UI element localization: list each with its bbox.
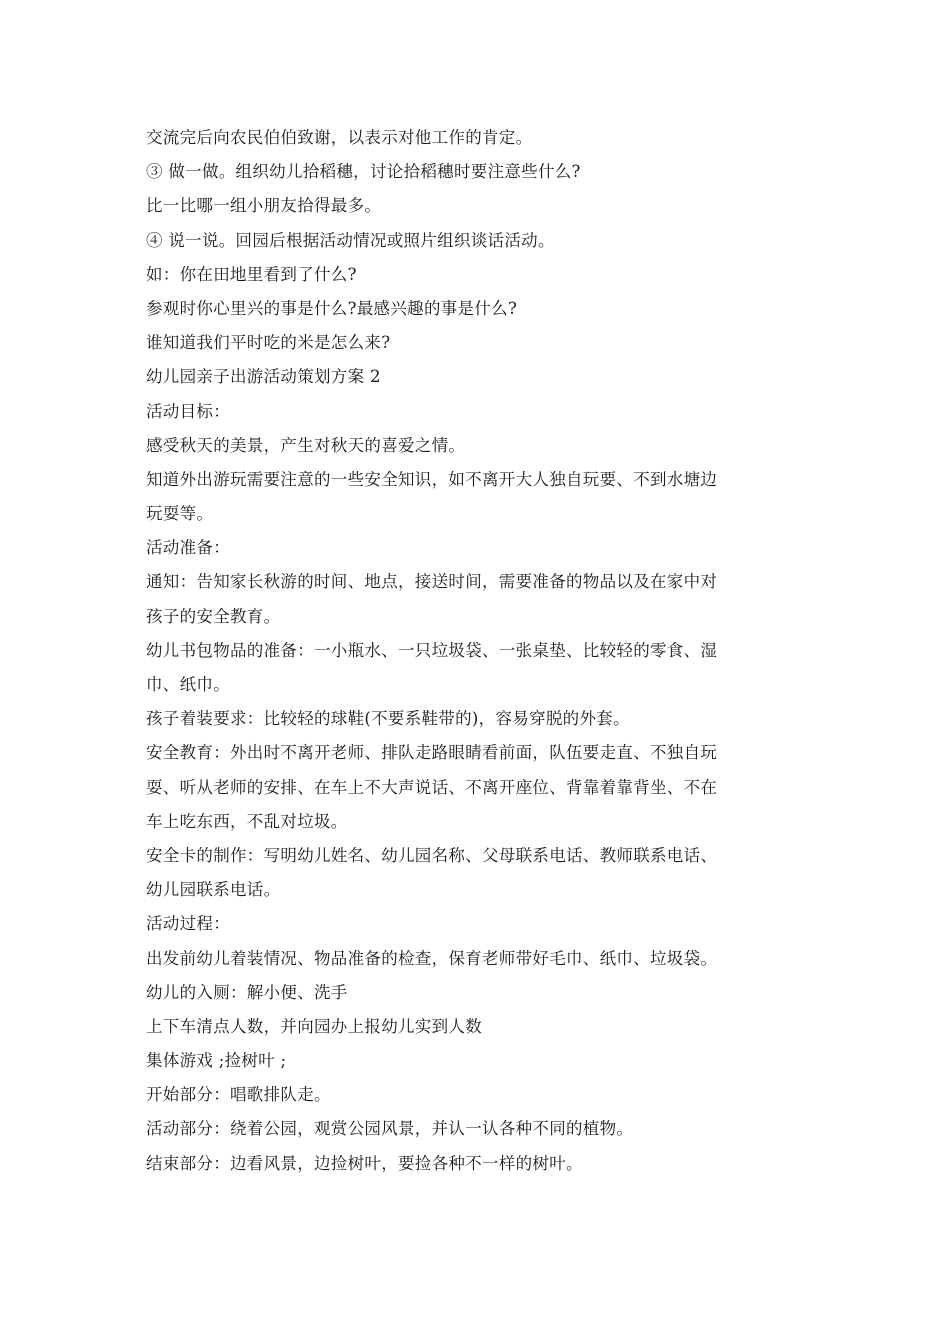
text-line: 活动部分：绕着公园，观赏公园风景，并认一认各种不同的植物。 (146, 1119, 634, 1139)
text-line: ③ 做一做。组织幼儿拾稻穗，讨论拾稻穗时要注意些什么? (146, 162, 581, 182)
text-line: 如：你在田地里看到了什么? (146, 264, 357, 284)
text-line: ④ 说一说。回园后根据活动情况或照片组织谈话活动。 (146, 230, 555, 250)
text-line: 幼儿的入厕：解小便、洗手 (146, 982, 348, 1002)
text-line: 感受秋天的美景，产生对秋天的喜爱之情。 (146, 435, 466, 455)
text-line: 谁知道我们平时吃的米是怎么来? (146, 333, 391, 353)
text-line: 安全教育：外出时不离开老师、排队走路眼睛看前面，队伍要走直、不独自玩 (146, 743, 718, 763)
text-line: 孩子的安全教育。 (146, 606, 281, 626)
section-title: 幼儿园亲子出游活动策划方案 2 (146, 367, 381, 387)
text-line: 集体游戏 ;捡树叶 ; (146, 1051, 287, 1071)
text-line: 知道外出游玩需要注意的一些安全知识，如不离开大人独自玩要、不到水塘边 (146, 469, 718, 489)
section-heading-goals: 活动目标： (146, 401, 230, 421)
text-line: 交流完后向农民伯伯致谢，以表示对他工作的肯定。 (146, 128, 533, 147)
text-line: 出发前幼儿着装情况、物品准备的检查，保育老师带好毛巾、纸巾、垃圾袋。 (146, 948, 718, 968)
document-page (146, 121, 810, 1181)
text-line: 耍、听从老师的安排、在车上不大声说话、不离开座位、背靠着靠背坐、不在 (146, 777, 718, 797)
section-heading-preparation: 活动准备： (146, 538, 230, 558)
section-heading-process: 活动过程： (146, 914, 230, 934)
text-line: 通知：告知家长秋游的时间、地点，接送时间，需要准备的物品以及在家中对 (146, 572, 718, 592)
text-line: 孩子着装要求：比较轻的球鞋(不要系鞋带的)，容易穿脱的外套。 (146, 709, 630, 729)
text-line: 上下车清点人数，并向园办上报幼儿实到人数 (146, 1016, 482, 1036)
text-line: 比一比哪一组小朋友拾得最多。 (146, 196, 382, 216)
text-line: 幼儿书包物品的准备：一小瓶水、一只垃圾袋、一张桌垫、比较轻的零食、湿 (146, 640, 718, 660)
text-line: 车上吃东西，不乱对垃圾。 (146, 811, 348, 831)
text-line: 巾、纸巾。 (146, 675, 230, 694)
text-line: 幼儿园联系电话。 (146, 880, 281, 900)
text-line: 结束部分：边看风景，边捡树叶，要捡各种不一样的树叶。 (146, 1153, 583, 1173)
text-line: 参观时你心里兴的事是什么?最感兴趣的事是什么? (146, 298, 518, 318)
text-line: 开始部分：唱歌排队走。 (146, 1085, 331, 1105)
text-line: 安全卡的制作：写明幼儿姓名、幼儿园名称、父母联系电话、教师联系电话、 (146, 845, 718, 865)
text-line: 玩耍等。 (146, 504, 214, 524)
